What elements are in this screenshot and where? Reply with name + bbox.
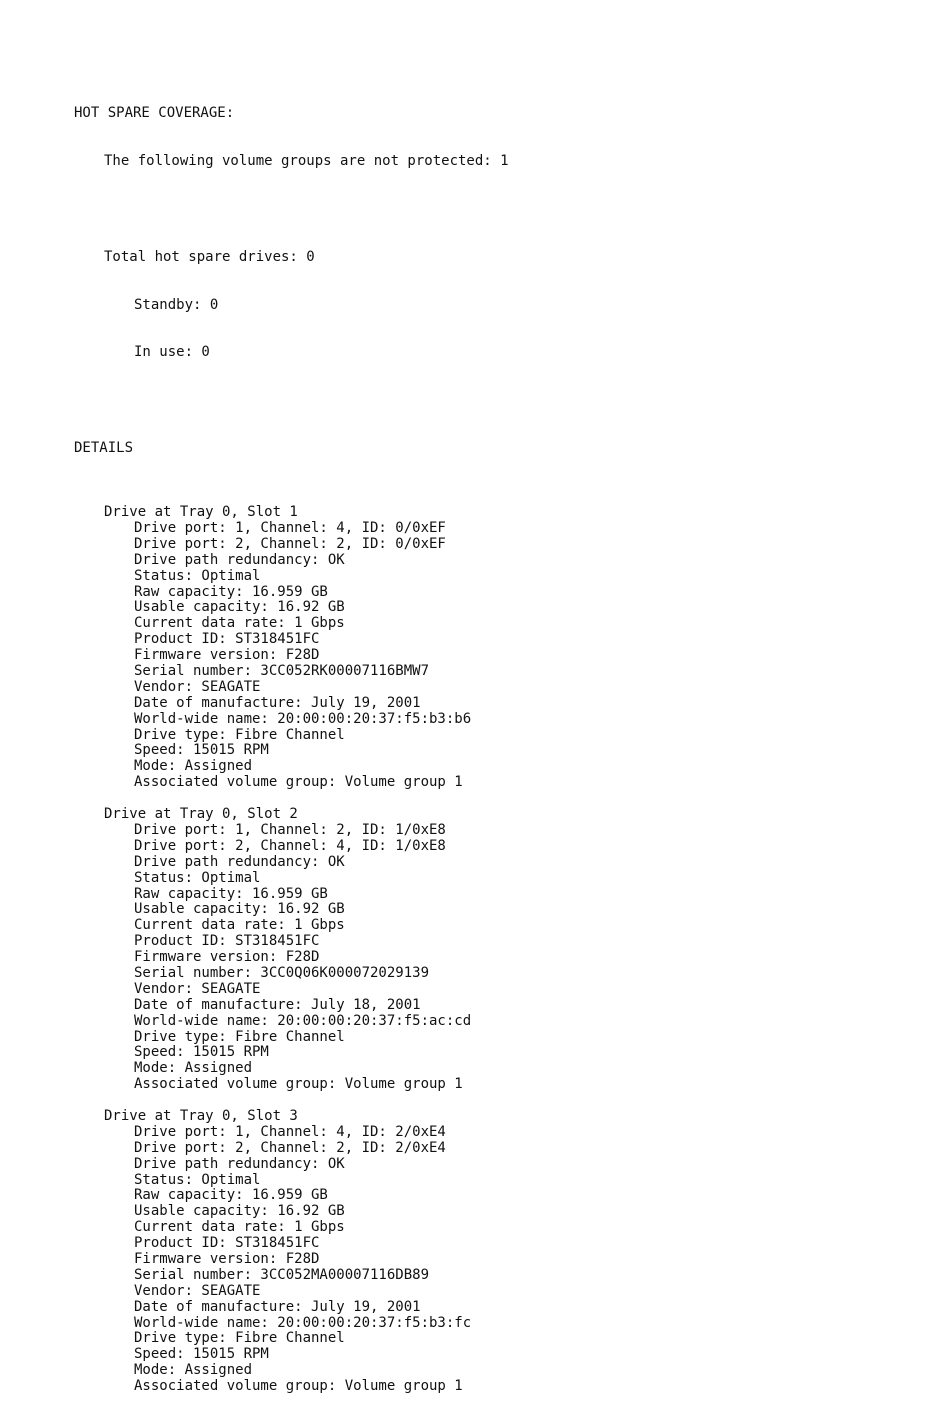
drive-property-line: Product ID: ST318451FC [134, 1235, 320, 1252]
drive-property-line: Associated volume group: Volume group 1 [134, 774, 463, 791]
drive-property-line: Mode: Assigned [134, 758, 253, 775]
drive-property-line: Status: Optimal [134, 567, 261, 584]
drive-property-line: Usable capacity: 16.92 GB [134, 599, 345, 616]
standby-line: Standby: 0 [134, 296, 219, 313]
drive-property-line: Drive type: Fibre Channel [134, 1330, 345, 1347]
drive-property-line: Drive port: 1, Channel: 4, ID: 0/0xEF [134, 520, 446, 537]
drive-property-line: Vendor: SEAGATE [134, 678, 261, 695]
drive-property-line: Drive port: 1, Channel: 2, ID: 1/0xE8 [134, 821, 446, 838]
drive-property-line: Usable capacity: 16.92 GB [134, 901, 345, 918]
unprotected-groups-line: The following volume groups are not protected: 1 [104, 152, 509, 169]
drive-property-line: Vendor: SEAGATE [134, 980, 261, 997]
drive-property-line: Vendor: SEAGATE [134, 1282, 261, 1299]
drive-property-line: Serial number: 3CC052RK00007116BMW7 [134, 663, 430, 680]
drive-property-line: Serial number: 3CC0Q06K000072029139 [134, 964, 430, 981]
drive-property-line: Product ID: ST318451FC [134, 933, 320, 950]
drive-property-line: Product ID: ST318451FC [134, 631, 320, 648]
total-hot-spares-line: Total hot spare drives: 0 [104, 248, 315, 265]
drive-property-line: Mode: Assigned [134, 1060, 253, 1077]
spacer [74, 393, 934, 409]
drive-property-line: Current data rate: 1 Gbps [134, 615, 345, 632]
details-heading: DETAILS [74, 440, 134, 457]
drive-property-line: Speed: 15015 RPM [134, 742, 269, 759]
drive-property-line: Status: Optimal [134, 1171, 261, 1188]
drive-title: Drive at Tray 0, Slot 3 [104, 1107, 298, 1124]
drive-property-line: Drive type: Fibre Channel [134, 1028, 345, 1045]
drive-property-line: Associated volume group: Volume group 1 [134, 1378, 463, 1395]
drive-property-line: Drive path redundancy: OK [134, 1155, 345, 1172]
drive-property-line: Date of manufacture: July 19, 2001 [134, 1298, 421, 1315]
drive-title: Drive at Tray 0, Slot 2 [104, 806, 298, 823]
drive-property-line: Drive port: 2, Channel: 2, ID: 2/0xE4 [134, 1139, 446, 1156]
drive-property-line: Current data rate: 1 Gbps [134, 917, 345, 934]
drive-property-line: Date of manufacture: July 19, 2001 [134, 694, 421, 711]
drive-property-line: Drive path redundancy: OK [134, 853, 345, 870]
drive-property-line: Date of manufacture: July 18, 2001 [134, 996, 421, 1013]
in-use-line: In use: 0 [134, 344, 210, 361]
drive-property-line: Speed: 15015 RPM [134, 1044, 269, 1061]
drive-property-line: Mode: Assigned [134, 1362, 253, 1379]
drive-property-line: Drive port: 2, Channel: 2, ID: 0/0xEF [134, 535, 446, 552]
hot-spare-heading: HOT SPARE COVERAGE: [74, 105, 235, 121]
spacer [74, 791, 934, 807]
drive-title: Drive at Tray 0, Slot 1 [104, 504, 298, 521]
drive-property-line: Raw capacity: 16.959 GB [134, 885, 328, 902]
drive-property-line: Drive port: 1, Channel: 4, ID: 2/0xE4 [134, 1123, 446, 1140]
drive-property-line: Firmware version: F28D [134, 647, 320, 664]
report-page [74, 74, 934, 1411]
drive-property-line: Drive type: Fibre Channel [134, 726, 345, 743]
drive-property-line: World-wide name: 20:00:00:20:37:f5:b3:fc [134, 1314, 472, 1331]
drive-property-line: World-wide name: 20:00:00:20:37:f5:ac:cd [134, 1012, 472, 1029]
drive-property-line: Associated volume group: Volume group 1 [134, 1076, 463, 1093]
drive-property-line: Usable capacity: 16.92 GB [134, 1203, 345, 1220]
drive-property-line: Firmware version: F28D [134, 949, 320, 966]
drive-block [74, 505, 934, 791]
drive-block [74, 1109, 934, 1395]
drive-property-line: Drive path redundancy: OK [134, 551, 345, 568]
drive-property-line: Current data rate: 1 Gbps [134, 1219, 345, 1236]
drive-property-line: Status: Optimal [134, 869, 261, 886]
drive-property-line: Raw capacity: 16.959 GB [134, 1187, 328, 1204]
drive-property-line: World-wide name: 20:00:00:20:37:f5:b3:b6 [134, 710, 472, 727]
drive-property-line: Serial number: 3CC052MA00007116DB89 [134, 1266, 430, 1283]
spacer [74, 1093, 934, 1109]
spacer [74, 202, 934, 218]
drive-property-line: Firmware version: F28D [134, 1250, 320, 1267]
drive-property-line: Raw capacity: 16.959 GB [134, 583, 328, 600]
drive-block [74, 807, 934, 1093]
drive-list [74, 505, 934, 1395]
drive-property-line: Drive port: 2, Channel: 4, ID: 1/0xE8 [134, 837, 446, 854]
drive-property-line: Speed: 15015 RPM [134, 1346, 269, 1363]
